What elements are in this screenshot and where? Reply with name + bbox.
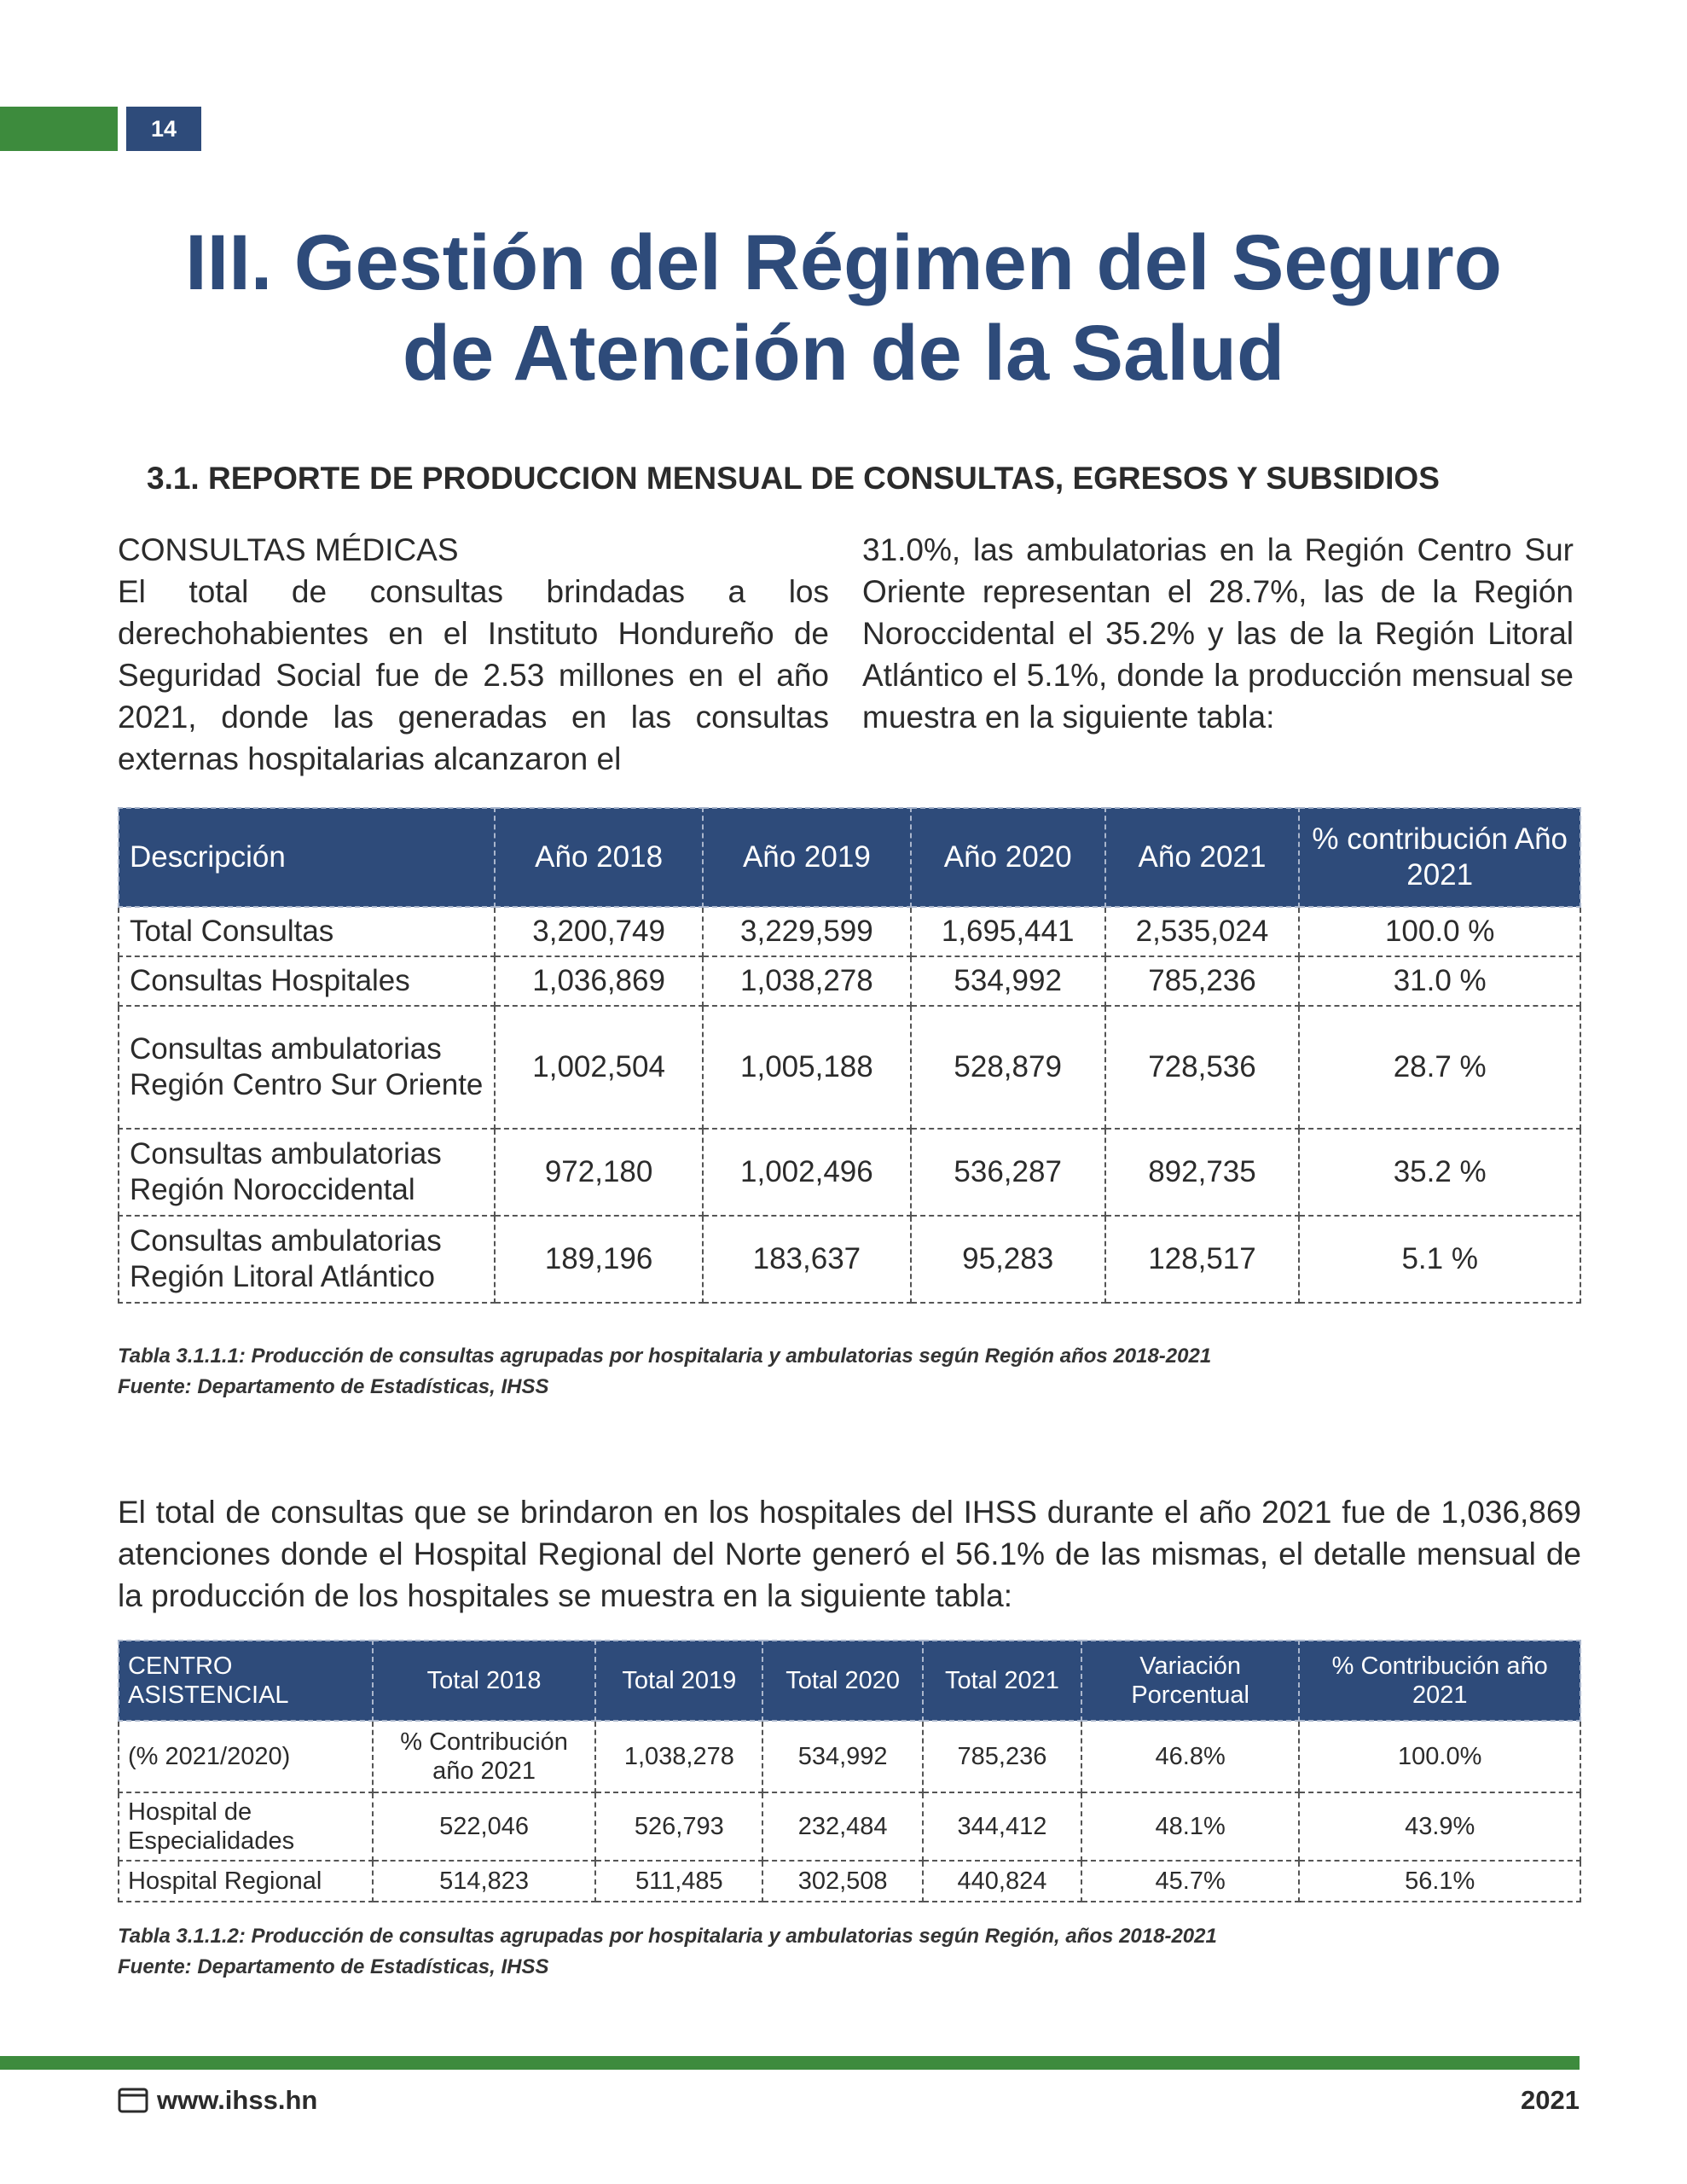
table-cell: Total Consultas: [119, 907, 495, 956]
table-cell: Consultas ambulatorias Región Centro Sur Oriente: [119, 1006, 495, 1129]
page-title: [85, 218, 1602, 398]
column-header: Año 2021: [1105, 808, 1300, 907]
section-heading: 3.1. REPORTE DE PRODUCCION MENSUAL DE CONSULTAS, EGRESOS Y SUBSIDIOS: [147, 461, 1440, 496]
table-cell: 785,236: [923, 1721, 1081, 1792]
column-header: Total 2019: [595, 1641, 762, 1721]
table-cell: 536,287: [911, 1129, 1105, 1216]
table-cell: Hospital Regional: [119, 1861, 373, 1902]
column-header: CENTRO ASISTENCIAL: [119, 1641, 373, 1721]
column-header: Total 2020: [762, 1641, 923, 1721]
table-cell: 45.7%: [1081, 1861, 1300, 1902]
table-cell: 56.1%: [1299, 1861, 1580, 1902]
table-cell: 534,992: [762, 1721, 923, 1792]
column-header: Año 2019: [703, 808, 911, 907]
intro-heading: CONSULTAS MÉDICAS: [118, 532, 459, 567]
table-row: [119, 1721, 1580, 1792]
column-header: Año 2020: [911, 808, 1105, 907]
table-cell: 1,036,869: [495, 956, 703, 1006]
table-cell: Consultas ambulatorias Región Litoral Atlántico: [119, 1216, 495, 1303]
intro-right-text: 31.0%, las ambulatorias en la Región Centro Sur Oriente representan el 28.7%, las de la Región Noroccidental el 35.2% y las de la Región Litoral Atlántico el 5.1%, donde la producción mensual se muestra en la siguiente tabla:: [862, 532, 1574, 735]
table-header-row: [119, 808, 1580, 907]
table-cell: 1,005,188: [703, 1006, 911, 1129]
table-cell: 3,200,749: [495, 907, 703, 956]
table-row: [119, 1006, 1580, 1129]
table-row: [119, 956, 1580, 1006]
table-cell: 440,824: [923, 1861, 1081, 1902]
table-cell: 189,196: [495, 1216, 703, 1303]
table-cell: 1,002,504: [495, 1006, 703, 1129]
table-row: [119, 1216, 1580, 1303]
table-cell: 1,038,278: [703, 956, 911, 1006]
table-cell: 5.1 %: [1299, 1216, 1580, 1303]
title-line-1: III. Gestión del Régimen del Seguro: [185, 219, 1502, 306]
table-cell: 511,485: [595, 1861, 762, 1902]
column-header: % contribución Año 2021: [1299, 808, 1580, 907]
table-cell: 35.2 %: [1299, 1129, 1580, 1216]
table-cell: 43.9%: [1299, 1792, 1580, 1861]
column-header: % Contribución año 2021: [1299, 1641, 1580, 1721]
table-cell: 528,879: [911, 1006, 1105, 1129]
column-header: Año 2018: [495, 808, 703, 907]
top-accent-bar: [0, 107, 118, 151]
hospital-table: [118, 1640, 1581, 1902]
table1-source: Fuente: Departamento de Estadísticas, IHSS: [118, 1375, 549, 1398]
table-cell: 1,038,278: [595, 1721, 762, 1792]
column-header: Total 2018: [373, 1641, 596, 1721]
table-cell: 344,412: [923, 1792, 1081, 1861]
table-cell: 785,236: [1105, 956, 1300, 1006]
table-cell: 302,508: [762, 1861, 923, 1902]
table-cell: 2,535,024: [1105, 907, 1300, 956]
table-cell: 100.0 %: [1299, 907, 1580, 956]
table-cell: 514,823: [373, 1861, 596, 1902]
table-cell: Consultas Hospitales: [119, 956, 495, 1006]
table-cell: 1,695,441: [911, 907, 1105, 956]
footer-accent-bar: [0, 2056, 1580, 2070]
page-number: 14: [126, 107, 201, 151]
table-row: [119, 1861, 1580, 1902]
table-cell: 728,536: [1105, 1006, 1300, 1129]
table-cell: % Contribución año 2021: [373, 1721, 596, 1792]
table1-caption-block: [118, 1341, 1211, 1403]
table2-source: Fuente: Departamento de Estadísticas, IHSS: [118, 1955, 549, 1978]
table-cell: 31.0 %: [1299, 956, 1580, 1006]
table-cell: 972,180: [495, 1129, 703, 1216]
table-cell: Hospital de Especialidades: [119, 1792, 373, 1861]
table-header-row: [119, 1641, 1580, 1721]
website-link[interactable]: www.ihss.hn: [157, 2085, 318, 2115]
table-cell: 526,793: [595, 1792, 762, 1861]
table-row: [119, 1129, 1580, 1216]
table-cell: 1,002,496: [703, 1129, 911, 1216]
table-cell: 100.0%: [1299, 1721, 1580, 1792]
footer-year: 2021: [1521, 2085, 1580, 2115]
table2-caption: Tabla 3.1.1.2: Producción de consultas agrupadas por hospitalaria y ambulatorias según Región, años 2018-2021: [118, 1925, 1217, 1948]
table-cell: 534,992: [911, 956, 1105, 1006]
table-row: [119, 907, 1580, 956]
table2-caption-block: [118, 1921, 1217, 1983]
consultations-table: [118, 807, 1581, 1304]
table-cell: 95,283: [911, 1216, 1105, 1303]
hospital-paragraph: El total de consultas que se brindaron en los hospitales del IHSS durante el año 2021 fue de 1,036,869 atenciones donde el Hospital Regional del Norte generó el 56.1% de las mismas, el detalle mensual de la producción de los hospitales se muestra en la siguiente tabla:: [118, 1495, 1581, 1613]
table-cell: Consultas ambulatorias Región Noroccidental: [119, 1129, 495, 1216]
browser-window-icon: [118, 2088, 148, 2113]
table-cell: (% 2021/2020): [119, 1721, 373, 1792]
table1-caption: Tabla 3.1.1.1: Producción de consultas agrupadas por hospitalaria y ambulatorias según Región años 2018-2021: [118, 1345, 1212, 1368]
column-header: Descripción: [119, 808, 495, 907]
title-line-2: de Atención de la Salud: [402, 310, 1285, 397]
column-header: Total 2021: [923, 1641, 1081, 1721]
intro-left-text: El total de consultas brindadas a los derechohabientes en el Instituto Hondureño de Seguridad Social fue de 2.53 millones en el año 2021, donde las generadas en las consultas externas hospitalarias alcanzaron el: [118, 574, 829, 776]
table-cell: 48.1%: [1081, 1792, 1300, 1861]
intro-right-column: [862, 529, 1574, 738]
table-cell: 128,517: [1105, 1216, 1300, 1303]
footer-website[interactable]: [118, 2085, 317, 2116]
table-cell: 892,735: [1105, 1129, 1300, 1216]
table-cell: 232,484: [762, 1792, 923, 1861]
table-cell: 28.7 %: [1299, 1006, 1580, 1129]
table-cell: 522,046: [373, 1792, 596, 1861]
table-cell: 46.8%: [1081, 1721, 1300, 1792]
table-row: [119, 1792, 1580, 1861]
table-cell: 3,229,599: [703, 907, 911, 956]
table-cell: 183,637: [703, 1216, 911, 1303]
column-header: Variación Porcentual: [1081, 1641, 1300, 1721]
intro-left-column: [118, 529, 829, 780]
